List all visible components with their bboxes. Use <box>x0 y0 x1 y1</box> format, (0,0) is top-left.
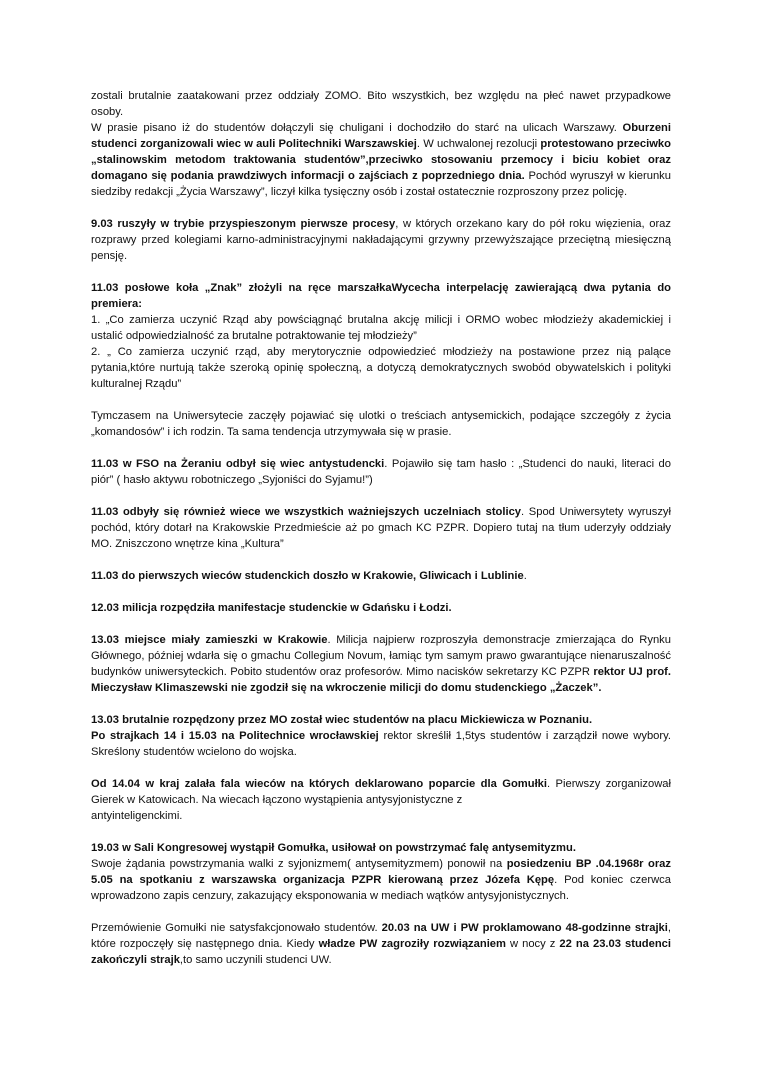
text-run: rektor skreślił 1,5tys studentów i zarządził nowe wybory. Skreślony studentów wcielono do wojska. <box>91 730 671 758</box>
text-run: , które rozpoczęły się następnego dnia. Kiedy <box>91 922 672 950</box>
bold-text: 20.03 na UW i PW proklamowano 48-godzinne strajki <box>381 922 668 934</box>
bold-text: 11.03 posłowe koła „Znak” złożyli na ręce marszałkaWycecha interpelację zawierającą dwa pytania do premiera: <box>91 282 671 310</box>
bold-text: 13.03 brutalnie rozpędzony przez MO został wiec studentów na placu Mickiewicza w Poznaniu. <box>91 714 593 726</box>
text-run: 1. „Co zamierza uczynić Rząd aby powściągnąć brutalna akcję milicji i ORMO wobec młodzieży akademickiej i ustalić odpowiedzialność za brutalne potraktowanie tej młodzieży” <box>91 314 671 342</box>
paragraph <box>91 776 671 808</box>
bold-text: 11.03 w FSO na Żeraniu odbył się wiec antystudencki <box>91 458 385 470</box>
bold-text: protestowano przeciwko „stalinowskim metodom traktowania studentów”,przeciwko stosowaniu przemocy i biciu kobiet oraz domagano się podania prawdziwych informacji o zajściach z poprzedniego dnia. <box>91 138 671 182</box>
paragraph <box>91 712 671 728</box>
paragraph <box>91 280 671 312</box>
bold-text: 12.03 milicja rozpędziła manifestacje studenckie w Gdańsku i Łodzi. <box>91 602 452 614</box>
paragraph-gap <box>91 824 671 840</box>
bold-text: 11.03 do pierwszych wieców studenckich doszło w Krakowie, Gliwicach i Lublinie <box>91 570 524 582</box>
paragraph-gap <box>91 552 671 568</box>
bold-text: 22 na 23.03 studenci zakończyli strajk <box>91 938 671 966</box>
bold-text: 13.03 miejsce miały zamieszki w Krakowie <box>91 634 328 646</box>
text-run: . Spod Uniwersytety wyruszył pochód, który dotarł na Krakowskie Przedmieście aż po gmach KC PZPR. Dopiero tutaj na tłum uderzyły oddziały MO. Zniszczono wnętrze kina „Kultura” <box>91 506 672 550</box>
paragraph <box>91 120 671 200</box>
paragraph-gap <box>91 760 671 776</box>
paragraph <box>91 456 671 488</box>
paragraph <box>91 600 671 616</box>
text-run: Przemówienie Gomułki nie satysfakcjonowało studentów. <box>91 922 382 934</box>
paragraph <box>91 504 671 552</box>
paragraph <box>91 856 671 904</box>
paragraph <box>91 216 671 264</box>
text-run: . Pierwszy zorganizował Gierek w Katowicach. Na wiecach łączono wystąpienia antysyjonistyczne z <box>91 778 671 806</box>
text-run: antyinteligenckimi. <box>91 810 183 822</box>
text-run: Pochód wyruszył w kierunku siedziby redakcji „Życia Warszawy”, liczył kilka tysięczny osób i został ostatecznie rozproszony przez policję. <box>91 170 672 198</box>
paragraph-gap <box>91 696 671 712</box>
paragraph-gap <box>91 440 671 456</box>
paragraph <box>91 568 671 584</box>
text-run: . Pod koniec czerwca wprowadzono zapis cenzury, zakazujący eksponowania w mediach wątków antysyjonistycznych. <box>91 874 671 902</box>
text-run: . W uchwalonej rezolucji <box>416 138 541 150</box>
text-run: . Pojawiło się tam hasło : „Studenci do nauki, literaci do piór” ( hasło aktywu robotniczego „Syjoniści do Syjamu!”) <box>91 458 671 486</box>
document-page <box>91 88 671 968</box>
text-run: 2. „ Co zamierza uczynić rząd, aby merytorycznie odpowiedzieć młodzieży na postawione przez nią palące pytania,które nurtują także szeroką opinię społeczną, a dotyczą demokratycznych swobód obywatelskich i polityki kulturalnej Rządu” <box>91 346 671 390</box>
paragraph-gap <box>91 584 671 600</box>
paragraph <box>91 632 671 696</box>
paragraph-gap <box>91 488 671 504</box>
text-run: Tymczasem na Uniwersytecie zaczęły pojawiać się ulotki o treściach antysemickich, podające szczegóły z życia „komandosów” i ich rodzin. Ta sama tendencja utrzymywała się w prasie. <box>91 410 671 438</box>
bold-text: Po strajkach 14 i 15.03 na Politechnice wrocławskiej <box>91 730 379 742</box>
paragraph <box>91 344 671 392</box>
paragraph-gap <box>91 616 671 632</box>
bold-text: Oburzeni studenci zorganizowali wiec w auli Politechniki Warszawskiej <box>91 122 671 150</box>
paragraph-gap <box>91 392 671 408</box>
paragraph <box>91 840 671 856</box>
bold-text: 11.03 odbyły się również wiece we wszystkich ważniejszych uczelniach stolicy <box>91 506 522 518</box>
bold-text: rektor UJ prof. Mieczysław Klimaszewski nie zgodził się na wkroczenie milicji do domu studenckiego „Żaczek”. <box>91 666 671 694</box>
text-run: ,to samo uczynili studenci UW. <box>179 954 332 966</box>
text-run: Swoje żądania powstrzymania walki z syjonizmem( antysemityzmem) ponowił na <box>91 858 507 870</box>
paragraph <box>91 312 671 344</box>
bold-text: władze PW zagroziły rozwiązaniem <box>318 938 506 950</box>
text-run: w nocy z <box>505 938 560 950</box>
text-run: W prasie pisano iż do studentów dołączyli się chuligani i dochodziło do starć na ulicach Warszawy. <box>91 122 623 134</box>
text-run: zostali brutalnie zaatakowani przez oddziały ZOMO. Bito wszystkich, bez względu na płeć nawet przypadkowe osoby. <box>91 90 671 118</box>
paragraph <box>91 408 671 440</box>
paragraph <box>91 920 671 968</box>
paragraph <box>91 728 671 760</box>
bold-text: 19.03 w Sali Kongresowej wystąpił Gomułka, usiłował on powstrzymać falę antysemityzmu. <box>91 842 576 854</box>
bold-text: posiedzeniu BP .04.1968r oraz 5.05 na spotkaniu z warszawska organizacja PZPR kierowaną przez Józefa Kępę <box>91 858 671 886</box>
paragraph <box>91 88 671 120</box>
paragraph <box>91 808 671 824</box>
text-run: , w których orzekano kary do pół roku więzienia, oraz rozprawy przed kolegiami karno-administracyjnymi nakładającymi grzywny przewyższające przeciętną miesięczną pensję. <box>91 218 671 262</box>
text-run: . <box>523 570 527 582</box>
bold-text: Od 14.04 w kraj zalała fala wieców na których deklarowano poparcie dla Gomułki <box>91 778 548 790</box>
paragraph-gap <box>91 264 671 280</box>
bold-text: 9.03 ruszyły w trybie przyspieszonym pierwsze procesy <box>91 218 396 230</box>
paragraph-gap <box>91 200 671 216</box>
text-run: . Milicja najpierw rozproszyła demonstracje zmierzająca do Rynku Głównego, później wdarła się o gmachu Collegium Novum, łamiąc tym samym prawo gwarantujące nienaruszalność budynków uniwersyteckich. Pobito studentów oraz profesorów. Mimo nacisków sekretarzy KC PZPR <box>91 634 671 678</box>
paragraph-gap <box>91 904 671 920</box>
